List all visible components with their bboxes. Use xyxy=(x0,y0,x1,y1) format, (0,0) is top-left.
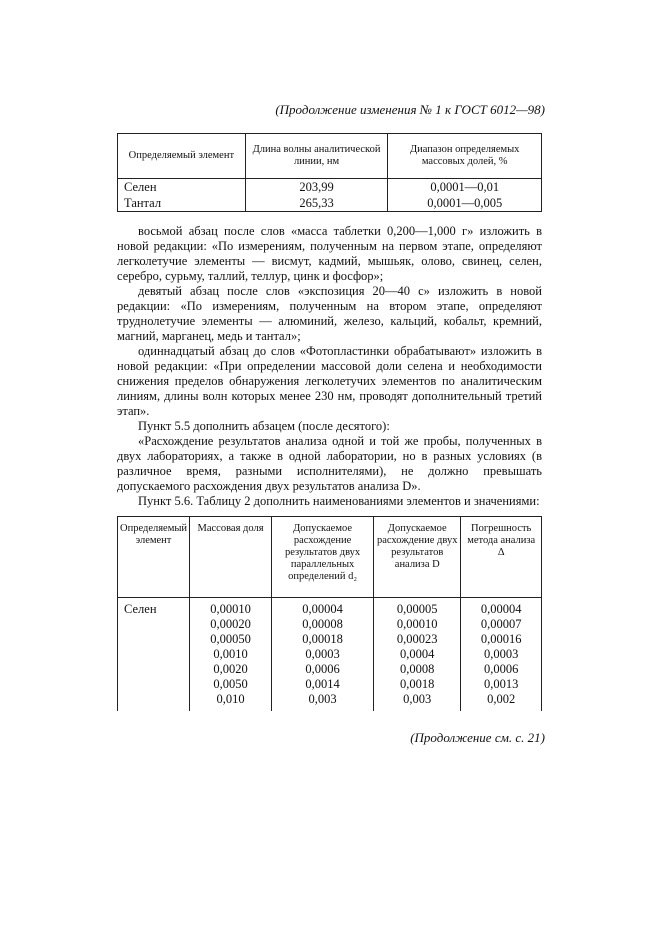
mass-fraction-cell xyxy=(190,598,272,712)
value: 0,00010 xyxy=(396,617,438,631)
value: 0,0020 xyxy=(213,662,248,676)
value: 0,00007 xyxy=(480,617,522,631)
paragraph: девятый абзац после слов «экспозиция 20—40 с» изложить в новой редакции: «По измерениям, полученным на втором этапе, определяют труднолетучие элементы — алюминий, железо, кальций, кобальт, кремний, магний, марганец, медь и тантал»; xyxy=(117,284,542,343)
value: 0,00004 xyxy=(480,602,522,616)
value: 0,010 xyxy=(216,692,245,706)
wavelength-cell: 265,33 xyxy=(245,195,388,212)
range-cell: 0,0001—0,01 xyxy=(388,179,542,196)
value: 0,0018 xyxy=(400,677,435,691)
value: 0,0010 xyxy=(213,647,248,661)
element-cell: Селен xyxy=(118,179,246,196)
table-wavelengths xyxy=(117,133,542,212)
table-header-cell: Диапазон определяемых массовых долей, % xyxy=(388,134,542,179)
value: 0,00010 xyxy=(210,602,251,616)
paragraph: «Расхождение результатов анализа одной и той же пробы, полученных в двух лабораториях, а также в одной лаборатории, но в разных условиях (в различное время, разными исполнителями), не должно превышать допускаемого расхождения двух результатов анализа D». xyxy=(117,434,542,493)
table-tolerances xyxy=(117,516,542,711)
value: 0,0006 xyxy=(484,662,519,676)
delta-cell xyxy=(461,598,542,712)
paragraph: восьмой абзац после слов «масса таблетки 0,200—1,000 г» изложить в новой редакции: «По измерениям, полученным на первом этапе, определяют легколетучие элементы — висмут, кадмий, мышьяк, олово, свинец, селен, серебро, сурьму, таллий, теллур, цинк и фосфор»; xyxy=(117,224,542,283)
table-row xyxy=(118,179,542,196)
table-header-cell: Определяемый элемент xyxy=(118,134,246,179)
value: 0,00004 xyxy=(302,602,343,616)
D-cell xyxy=(374,598,461,712)
table-header-cell: Определяемый элемент xyxy=(118,517,190,598)
table-header-cell: Допускаемое расхождение результатов двух параллельных определений d₂ xyxy=(272,517,374,598)
table-header-cell: Длина волны аналитической линии, нм xyxy=(245,134,388,179)
table-header-cell: Погрешность метода анализа Δ xyxy=(461,517,542,598)
value: 0,00020 xyxy=(210,617,251,631)
table-header-cell: Допускаемое расхождение двух результатов анализа D xyxy=(374,517,461,598)
value: 0,0006 xyxy=(305,662,340,676)
value: 0,0050 xyxy=(213,677,248,691)
value: 0,0003 xyxy=(305,647,340,661)
value: 0,0014 xyxy=(305,677,340,691)
header-continuation: (Продолжение изменения № 1 к ГОСТ 6012—98) xyxy=(275,102,545,117)
element-cell: Тантал xyxy=(118,195,246,212)
value: 0,003 xyxy=(403,692,432,706)
d2-cell xyxy=(272,598,374,712)
table-header-row xyxy=(118,517,542,598)
value: 0,002 xyxy=(487,692,516,706)
footer-continuation: (Продолжение см. с. 21) xyxy=(410,730,545,745)
element-cell: Селен xyxy=(118,598,190,712)
table-row xyxy=(118,195,542,212)
value: 0,00008 xyxy=(302,617,343,631)
wavelength-cell: 203,99 xyxy=(245,179,388,196)
body-text xyxy=(117,224,542,509)
value: 0,00018 xyxy=(302,632,343,646)
range-cell: 0,0001—0,005 xyxy=(388,195,542,212)
value: 0,0008 xyxy=(400,662,435,676)
value: 0,003 xyxy=(308,692,337,706)
paragraph: Пункт 5.5 дополнить абзацем (после десятого): xyxy=(138,419,390,433)
value: 0,0003 xyxy=(484,647,519,661)
table-header-cell: Массовая доля xyxy=(190,517,272,598)
value: 0,0004 xyxy=(400,647,435,661)
table-row xyxy=(118,598,542,712)
value: 0,00050 xyxy=(210,632,251,646)
value: 0,0013 xyxy=(484,677,519,691)
table-header-row xyxy=(118,134,542,179)
value: 0,00016 xyxy=(480,632,522,646)
paragraph: Пункт 5.6. Таблицу 2 дополнить наименованиями элементов и значениями: xyxy=(138,494,540,508)
value: 0,00023 xyxy=(396,632,438,646)
value: 0,00005 xyxy=(396,602,438,616)
paragraph: одиннадцатый абзац до слов «Фотопластинки обрабатывают» изложить в новой редакции: «При определении массовой доли селена и необходимости снижения пределов обнаружения легколетучих элементов по аналитическим линиям, длины волн которых менее 230 нм, проводят дополнительный третий этап». xyxy=(117,344,542,418)
